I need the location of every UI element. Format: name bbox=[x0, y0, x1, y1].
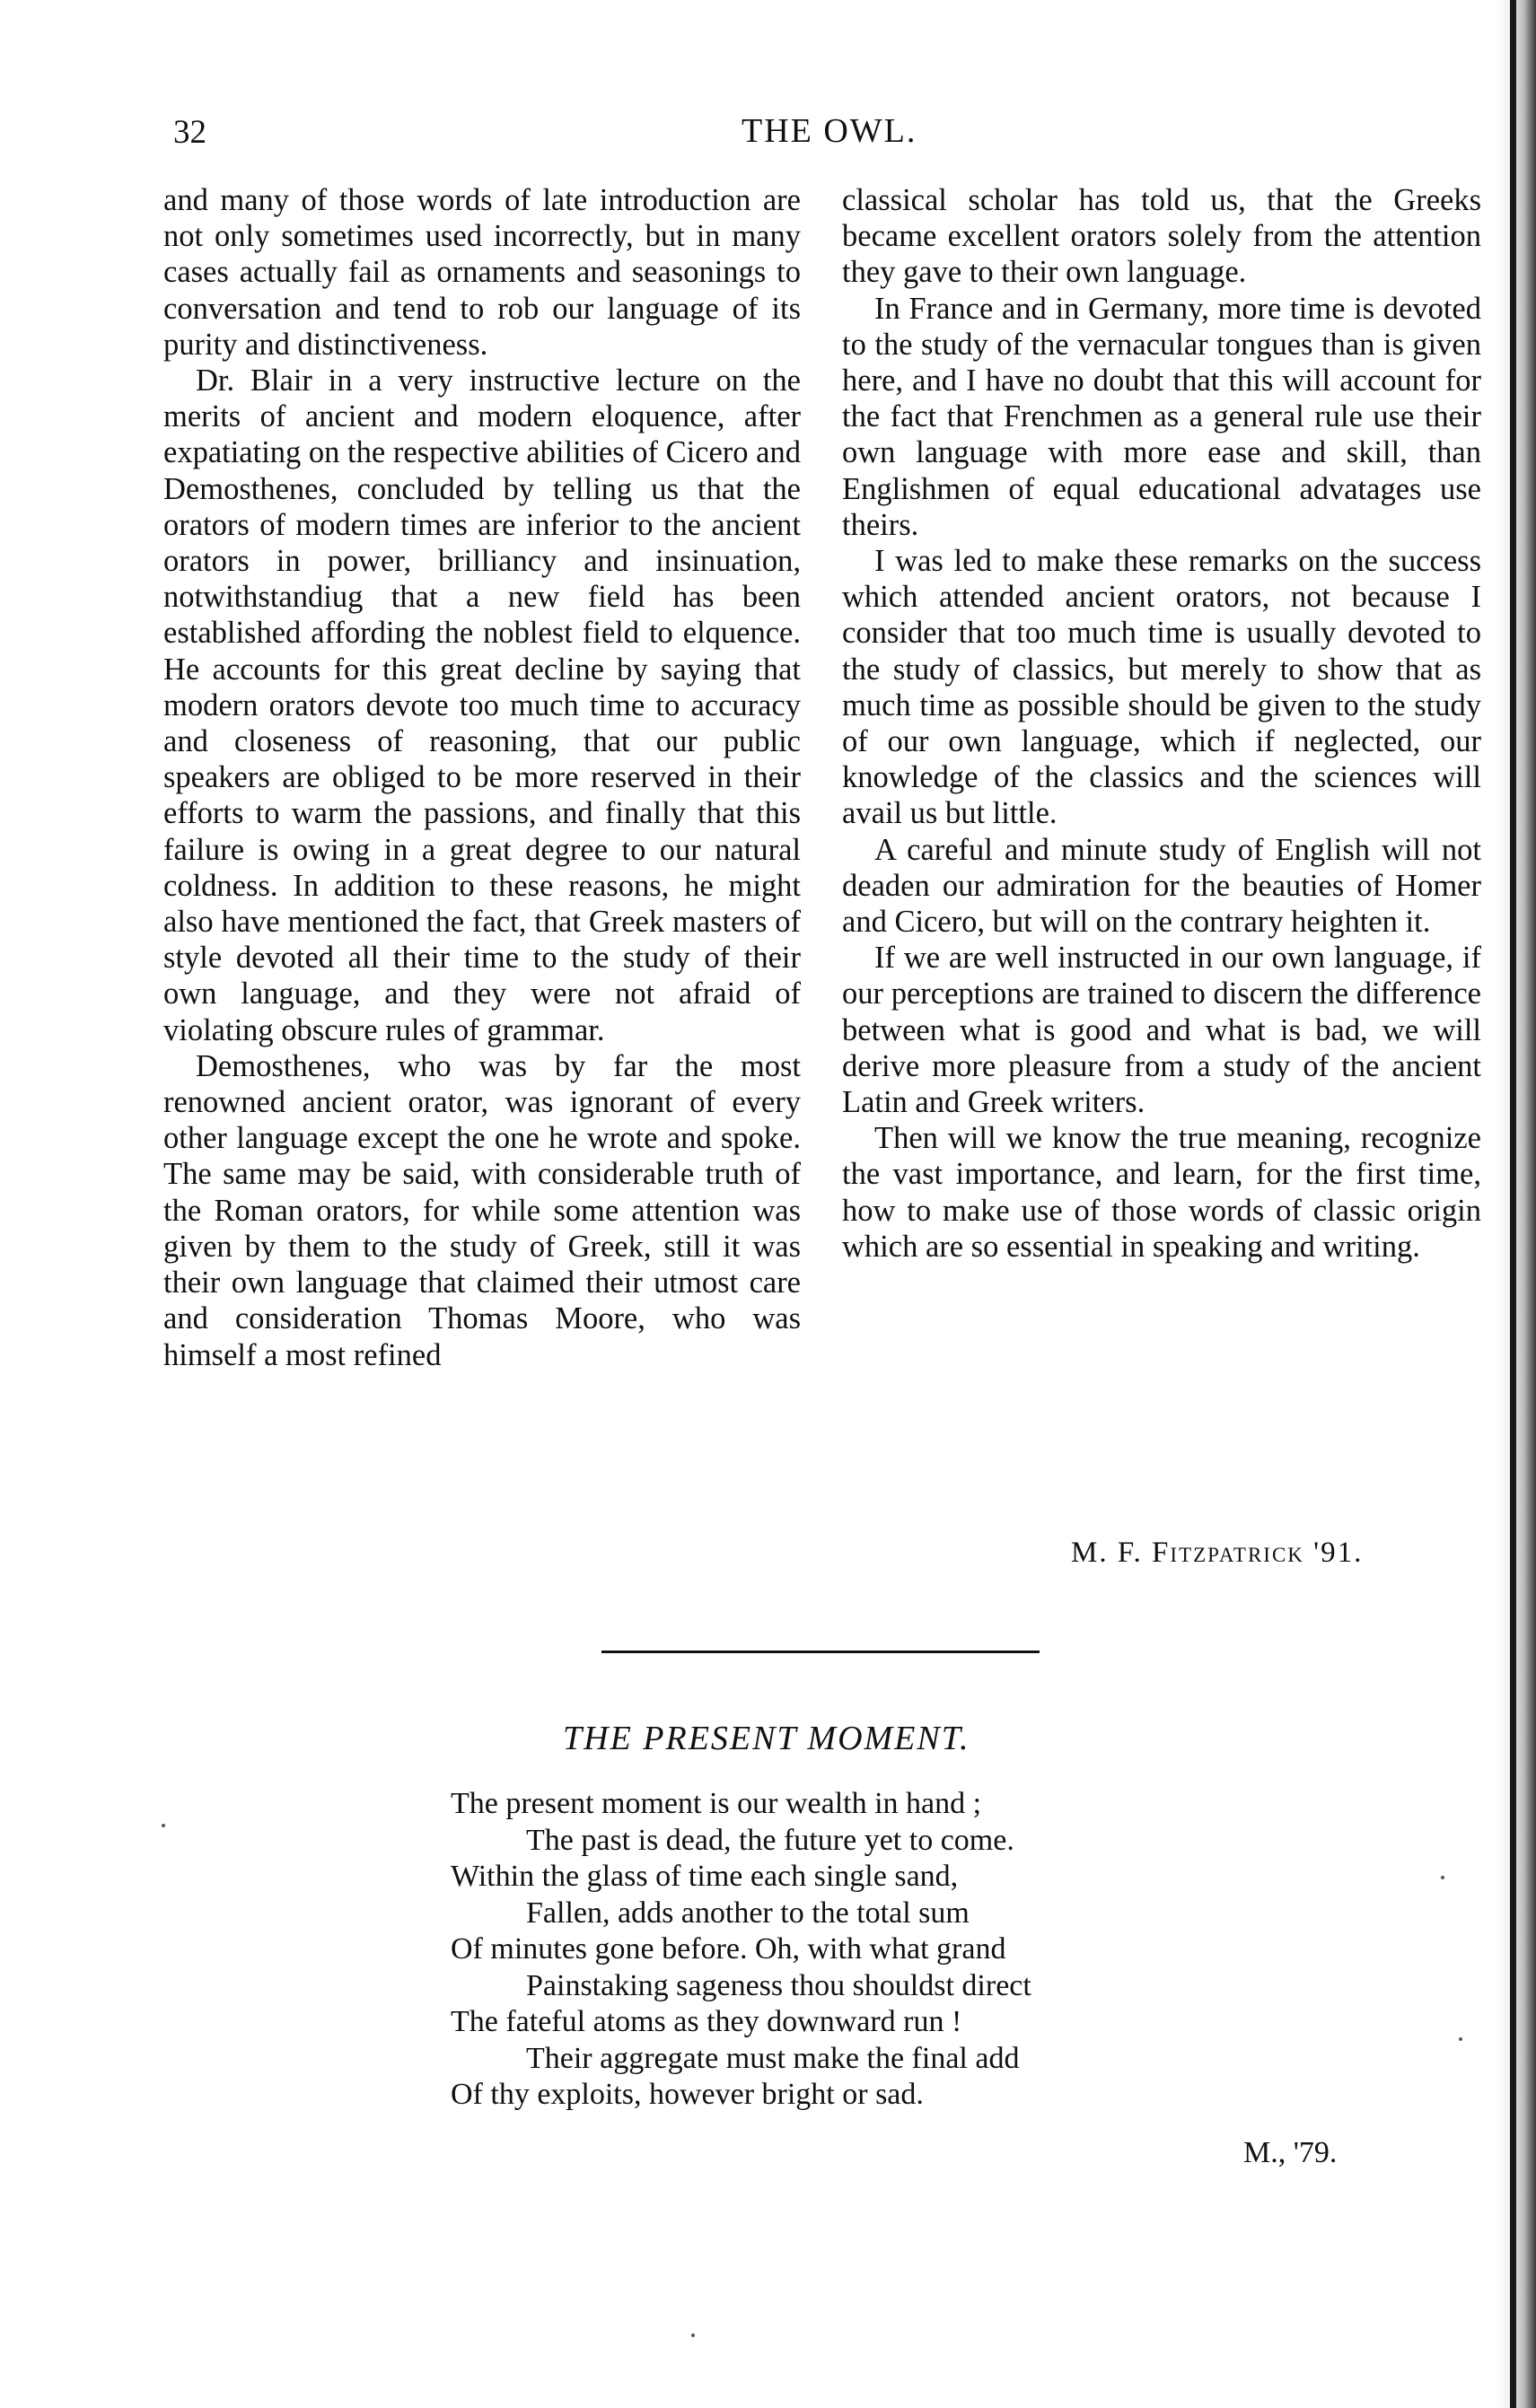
poem-line: Painstaking sageness thou shouldst direct bbox=[526, 1968, 1031, 2002]
poem-title: THE PRESENT MOMENT. bbox=[563, 1720, 970, 1757]
left-paragraph-1: and many of those words of late introduction are not only sometimes used incorrectly, but in many cases actually fail as ornaments and seasonings to conversation and tend to rob our language of its purity and distinctiveness. bbox=[163, 183, 801, 362]
left-column bbox=[163, 182, 801, 1373]
paper-speck bbox=[691, 2334, 695, 2337]
right-paragraph-5: If we are well instructed in our own language, if our perceptions are trained to discern the difference between what is good and what is bad, we will derive more pleasure from a study of the ancient Latin and Greek writers. bbox=[842, 941, 1481, 1120]
paper-speck bbox=[1459, 2037, 1462, 2041]
poem-line: The past is dead, the future yet to come. bbox=[526, 1823, 1014, 1857]
poem-line: Fallen, adds another to the total sum bbox=[526, 1896, 970, 1930]
poem-line: Their aggregate must make the final add bbox=[526, 2041, 1020, 2075]
running-title: THE OWL. bbox=[742, 112, 917, 150]
poem-line: The fateful atoms as they downward run ! bbox=[451, 2005, 962, 2038]
right-column bbox=[842, 182, 1481, 1265]
paper-speck bbox=[162, 1824, 165, 1827]
poem-signature: M., '79. bbox=[1243, 2136, 1338, 2169]
page-number: 32 bbox=[173, 114, 206, 151]
paper-speck bbox=[1441, 1876, 1444, 1879]
right-paragraph-2: In France and in Germany, more time is devoted to the study of the vernacular tongues than is given here, and I have no doubt that this will account for the fact that Frenchmen as a general rule use their own language with more ease and skill, than Englishmen of equal educational advatages use theirs. bbox=[842, 291, 1481, 542]
right-paragraph-1: classical scholar has told us, that the Greeks became excellent orators solely from the attention they gave to their own language. bbox=[842, 183, 1481, 290]
poem-line: Within the glass of time each single sand, bbox=[451, 1860, 959, 1893]
left-paragraph-3: Demosthenes, who was by far the most renowned ancient orator, was ignorant of every other language except the one he wrote and spoke. The same may be said, with considerable truth of the Roman orators, for while some attention was given by them to the study of Greek, still it was their own language that claimed their utmost care and consideration Thomas Moore, who was himself a most refined bbox=[163, 1048, 801, 1372]
poem-body bbox=[451, 1786, 1031, 2114]
right-paragraph-6: Then will we know the true meaning, recognize the vast importance, and learn, for the first time, how to make use of those words of classic origin which are so essential in speaking and writing. bbox=[842, 1121, 1481, 1264]
right-paragraph-4: A careful and minute study of English will not deaden our admiration for the beauties of Homer and Cicero, but will on the contrary heighten it. bbox=[842, 832, 1481, 940]
section-divider bbox=[601, 1651, 1040, 1653]
left-paragraph-2: Dr. Blair in a very instructive lecture on the merits of ancient and modern eloquence, after expatiating on the respective abilities of Cicero and Demosthenes, concluded by telling us that the orators of modern times are inferior to the ancient orators in power, brilliancy and insinuation, notwithstandiug that a new field has been established affording the noblest field to elquence. He accounts for this great decline by saying that modern orators devote too much time to accuracy and closeness of reasoning, that our public speakers are obliged to be more reserved in their efforts to warm the passions, and finally that this failure is owing in a great degree to our natural coldness. In addition to these reasons, he might also have mentioned the fact, that Greek masters of style devoted all their time to the study of their own language, and they were not afraid of violating obscure rules of grammar. bbox=[163, 363, 801, 1047]
poem-line: The present moment is our wealth in hand ; bbox=[451, 1787, 982, 1820]
poem-line: Of thy exploits, however bright or sad. bbox=[451, 2078, 924, 2111]
poem-line: Of minutes gone before. Oh, with what grand bbox=[451, 1932, 1006, 1966]
right-paragraph-3: I was led to make these remarks on the success which attended ancient orators, not because I consider that too much time is usually devoted to the study of classics, but merely to show that as much time as possible should be given to the study of our own language, which if neglected, our knowledge of the classics and the sciences will avail us but little. bbox=[842, 544, 1481, 831]
binding-edge-line bbox=[1510, 0, 1516, 2408]
article-signature: M. F. Fitzpatrick '91. bbox=[1071, 1537, 1364, 1569]
